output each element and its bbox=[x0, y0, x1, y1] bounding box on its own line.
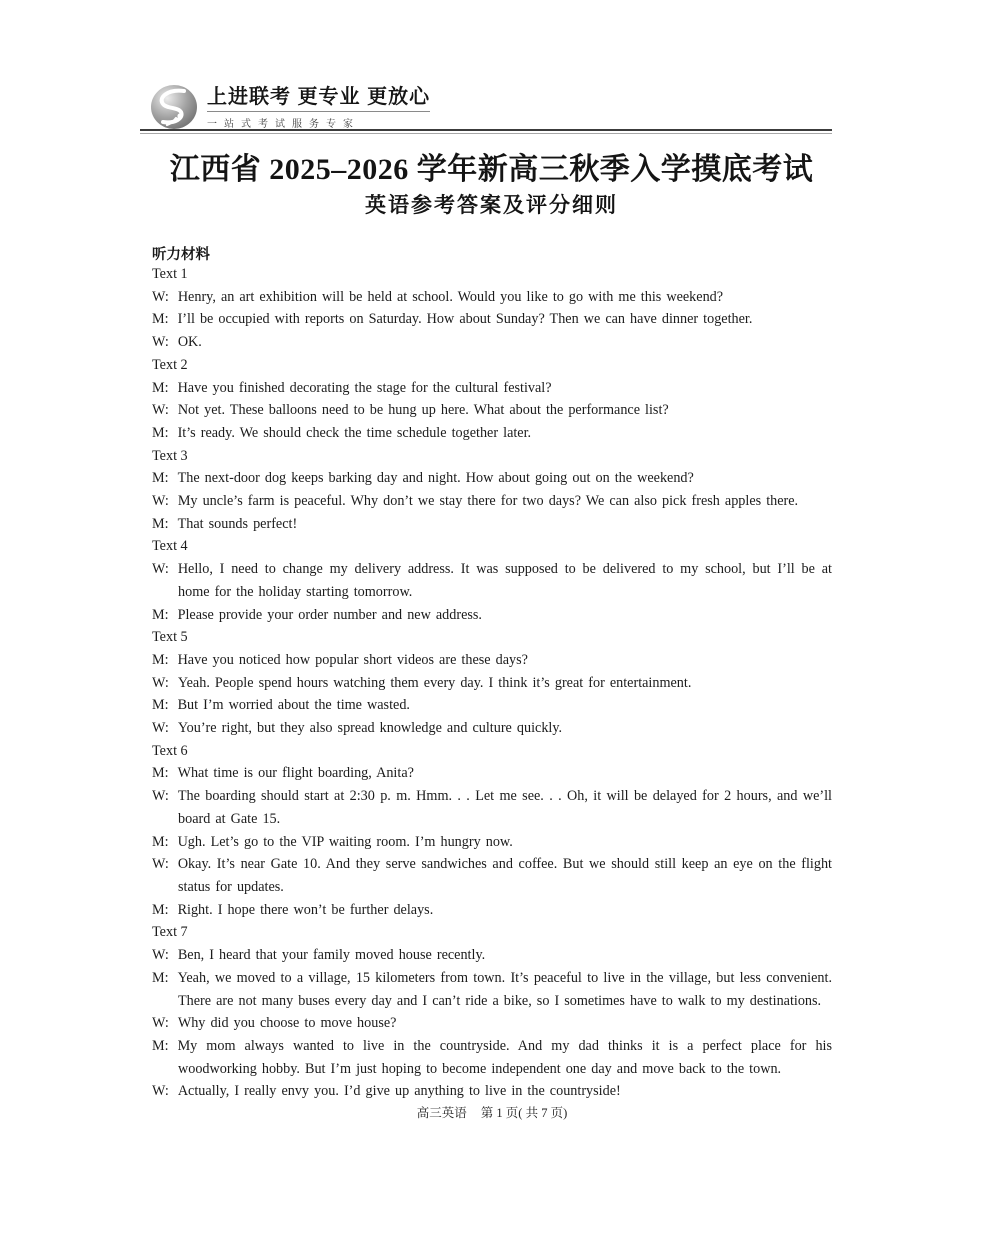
dialogue-text: Not yet. These balloons need to be hung up here. What about the performance list? bbox=[177, 402, 669, 419]
brand-text-block bbox=[207, 84, 430, 130]
brand-tagline: 一站式考试服务专家 bbox=[207, 111, 430, 130]
dialogue-line bbox=[152, 672, 832, 695]
text-heading: Text 1 bbox=[152, 266, 188, 282]
speaker-label: M: bbox=[152, 765, 169, 782]
transcript bbox=[152, 263, 832, 1103]
dialogue-text: The next-door dog keeps barking day and night. How about going out on the weekend? bbox=[177, 470, 694, 487]
speaker-label: W: bbox=[152, 856, 169, 873]
speaker-label: M: bbox=[152, 969, 169, 986]
speaker-label: W: bbox=[152, 334, 169, 351]
text-heading: Text 7 bbox=[152, 924, 188, 941]
dialogue-line bbox=[152, 467, 832, 490]
dialogue-text: Hello, I need to change my delivery address. It was supposed to be delivered to my school, but I’ll be at home for the holiday starting tomorrow. bbox=[177, 561, 832, 600]
dialogue-line bbox=[152, 694, 832, 717]
dialogue-text: Okay. It’s near Gate 10. And they serve sandwiches and coffee. But we should still keep an eye on the flight status for updates. bbox=[177, 856, 832, 895]
dialogue-text: Why did you choose to move house? bbox=[177, 1015, 397, 1032]
speaker-label: W: bbox=[152, 674, 169, 691]
text-heading: Text 2 bbox=[152, 356, 188, 373]
dialogue-text: Actually, I really envy you. I’d give up anything to live in the countryside! bbox=[177, 1083, 621, 1100]
dialogue-line bbox=[152, 308, 832, 331]
dialogue-text: Yeah. People spend hours watching them every day. I think it’s great for entertainment. bbox=[177, 674, 692, 691]
speaker-label: M: bbox=[152, 470, 169, 487]
dialogue-text: It’s ready. We should check the time schedule together later. bbox=[177, 424, 532, 441]
speaker-label: M: bbox=[152, 1037, 169, 1054]
speaker-label: M: bbox=[152, 311, 169, 328]
speaker-label: W: bbox=[152, 493, 169, 510]
speaker-label: M: bbox=[152, 833, 169, 850]
speaker-label: M: bbox=[152, 901, 169, 918]
dialogue-text: Right. I hope there won’t be further delays. bbox=[177, 901, 434, 918]
dialogue-line bbox=[152, 1080, 832, 1103]
dialogue-line bbox=[152, 331, 832, 354]
dialogue-line bbox=[152, 490, 832, 513]
dialogue-text: I’ll be occupied with reports on Saturday. How about Sunday? Then we can have dinner together. bbox=[177, 311, 753, 328]
dialogue-line bbox=[152, 1012, 832, 1035]
text-heading: Text 4 bbox=[152, 538, 188, 555]
speaker-label: W: bbox=[152, 788, 169, 805]
speaker-label: M: bbox=[152, 651, 169, 668]
dialogue-text: You’re right, but they also spread knowledge and culture quickly. bbox=[177, 720, 563, 737]
speaker-label: W: bbox=[152, 947, 169, 964]
dialogue-line bbox=[152, 377, 832, 400]
dialogue-text: Please provide your order number and new address. bbox=[177, 606, 482, 623]
dialogue-text: OK. bbox=[177, 334, 202, 351]
dialogue-line bbox=[152, 967, 832, 1012]
dialogue-line bbox=[152, 649, 832, 672]
speaker-label: W: bbox=[152, 402, 169, 419]
speaker-label: M: bbox=[152, 697, 169, 714]
page-subtitle: 英语参考答案及评分细则 bbox=[365, 194, 618, 217]
dialogue-text: Have you noticed how popular short videos are these days? bbox=[177, 651, 528, 668]
dialogue-line bbox=[152, 422, 832, 445]
text-heading: Text 3 bbox=[152, 447, 188, 464]
dialogue-line bbox=[152, 604, 832, 627]
speaker-label: W: bbox=[152, 1083, 169, 1100]
dialogue-line bbox=[152, 399, 832, 422]
dialogue-line bbox=[152, 899, 832, 922]
dialogue-line bbox=[152, 717, 832, 740]
dialogue-text: What time is our flight boarding, Anita? bbox=[177, 765, 414, 782]
dialogue-text: Henry, an art exhibition will be held at school. Would you like to go with me this weekend? bbox=[177, 288, 724, 305]
dialogue-line bbox=[152, 513, 832, 536]
speaker-label: M: bbox=[152, 606, 169, 623]
dialogue-text: My uncle’s farm is peaceful. Why don’t we stay there for two days? We can also pick fresh apples there. bbox=[177, 493, 799, 510]
brand-logo-icon bbox=[150, 84, 198, 130]
dialogue-text: The boarding should start at 2:30 p. m. Hmm. . . Let me see. . . Oh, it will be delayed for 2 hours, and we’ll board at Gate 15. bbox=[177, 788, 832, 827]
dialogue-text: Have you finished decorating the stage for the cultural festival? bbox=[177, 379, 552, 396]
dialogue-text: My mom always wanted to live in the countryside. And my dad thinks it is a perfect place for his woodworking hobby. But I’m just hoping to become independent one day and move back to the town. bbox=[177, 1037, 832, 1077]
speaker-label: W: bbox=[152, 720, 169, 737]
dialogue-line bbox=[152, 853, 832, 898]
speaker-label: W: bbox=[152, 288, 169, 305]
dialogue-line bbox=[152, 831, 832, 854]
dialogue-text: That sounds perfect! bbox=[177, 515, 298, 532]
brand-name: 上进联考 更专业 更放心 bbox=[207, 86, 431, 108]
dialogue-line bbox=[152, 785, 832, 830]
dialogue-line bbox=[152, 944, 832, 967]
speaker-label: M: bbox=[152, 515, 169, 532]
text-heading: Text 6 bbox=[152, 742, 188, 759]
dialogue-line bbox=[152, 1035, 832, 1080]
page-title: 江西省 2025–2026 学年新高三秋季入学摸底考试 bbox=[169, 153, 814, 186]
header-divider bbox=[140, 129, 832, 134]
section-heading: 听力材料 bbox=[152, 247, 210, 263]
dialogue-text: Ben, I heard that your family moved house recently. bbox=[177, 947, 486, 964]
speaker-label: W: bbox=[152, 561, 169, 578]
brand-header bbox=[150, 84, 430, 130]
text-heading: Text 5 bbox=[152, 629, 188, 646]
footer-page-number: 第 1 页( 共 7 页) bbox=[480, 1106, 568, 1120]
dialogue-line bbox=[152, 762, 832, 785]
speaker-label: W: bbox=[152, 1015, 169, 1032]
page-footer bbox=[152, 1103, 832, 1121]
dialogue-line bbox=[152, 558, 832, 603]
dialogue-text: Yeah, we moved to a village, 15 kilometers from town. It’s peaceful to live in the village, but less convenient. There are not many buses every day and I can’t ride a bike, so I sometimes have to walk to my destinations. bbox=[177, 969, 832, 1009]
speaker-label: M: bbox=[152, 424, 169, 441]
dialogue-text: Ugh. Let’s go to the VIP waiting room. I’m hungry now. bbox=[177, 833, 513, 850]
dialogue-text: But I’m worried about the time wasted. bbox=[177, 697, 410, 714]
speaker-label: M: bbox=[152, 379, 169, 396]
footer-course-label: 高三英语 bbox=[416, 1106, 467, 1120]
dialogue-line bbox=[152, 286, 832, 309]
